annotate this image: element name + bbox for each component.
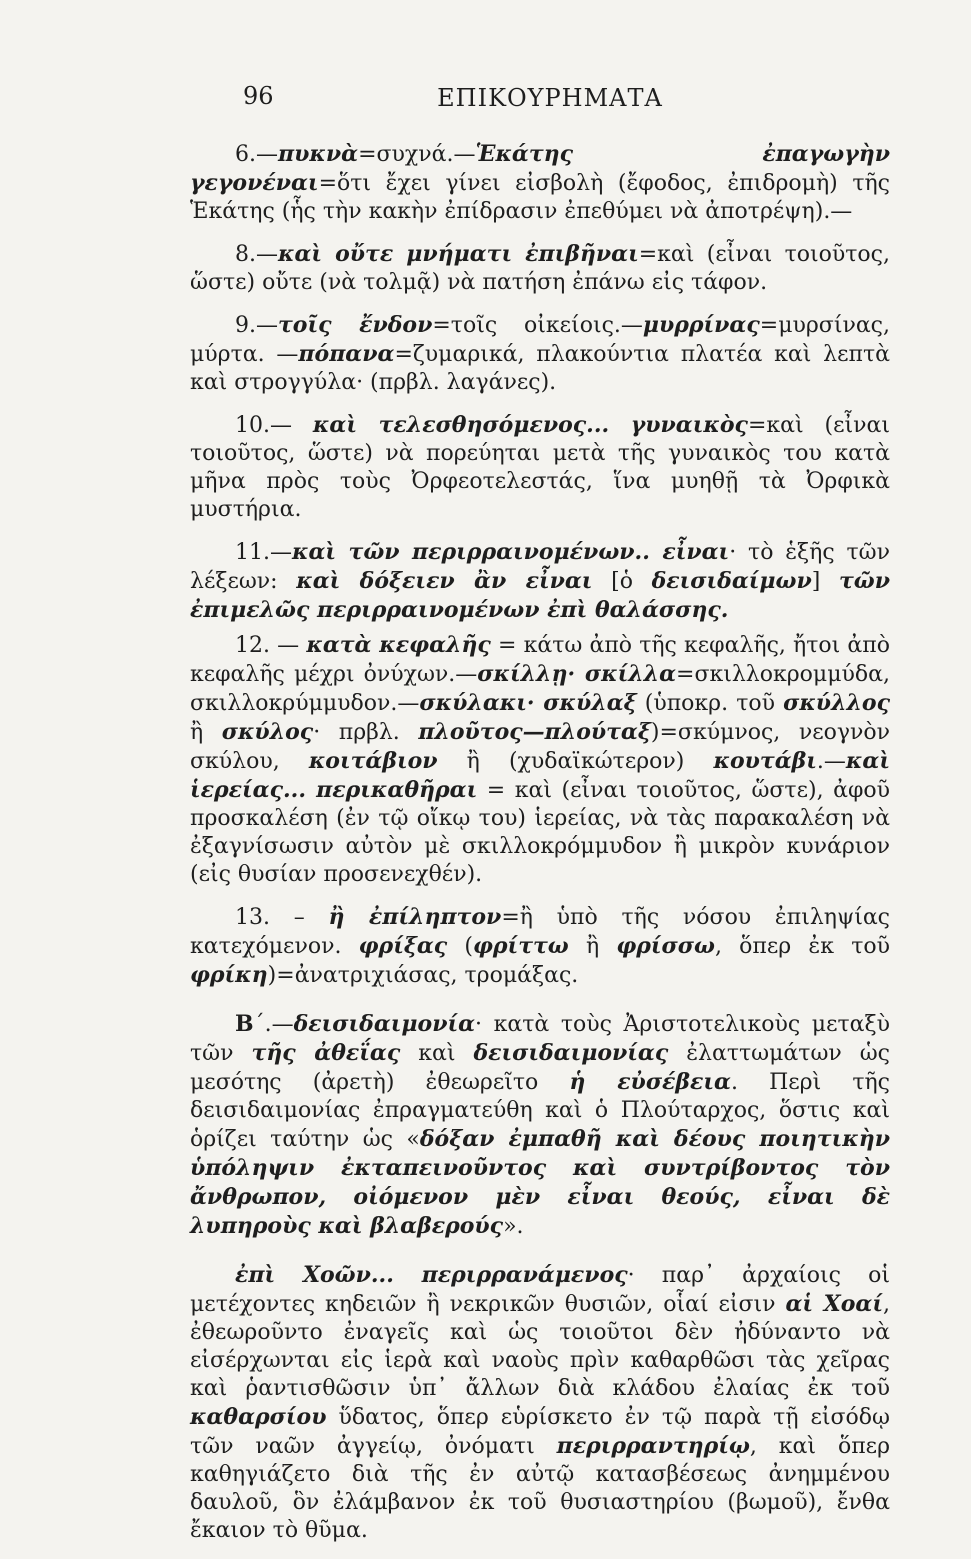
lemma-text: φρίσσω <box>616 933 715 959</box>
note-epi-choon <box>190 1261 890 1545</box>
gloss-text: =καὶ (εἶναι τοιοῦτος, ὥστε) νὰ πορεύηται μετὰ τῆς γυναικὸς του κατὰ μῆνα πρὸς τοὺς Ὀρφεοτελεστάς, ἵνα μυηθῇ τὰ Ὀρφικὰ μυστήρια. <box>190 413 891 522</box>
lemma-text: τῆς ἀθεΐας <box>251 1040 401 1066</box>
gloss-text: [ὁ <box>592 569 652 594</box>
lemma-text: τῶν ἐπιμελῶς περιρραινομένων ἐπὶ θαλάσσης. <box>190 568 891 623</box>
lemma-text: καὶ τελεσθησόμενος... γυναικὸς <box>312 412 748 438</box>
lemma-text: καὶ τῶν περιρραινομένων.. εἶναι <box>292 539 730 565</box>
lemma-text: αἱ Χοαί <box>785 1291 883 1317</box>
gloss-text: ἐλαττωμάτων ὡς μεσότης (ἀρετὴ) ἐθεωρεῖτο <box>190 1041 890 1095</box>
gloss-text: . Περὶ τῆς δεισιδαιμονίας ἐπραγματεύθη καὶ ὁ Πλούταρχος, ὅστις καὶ ὁρίζει ταύτην ὡς « <box>190 1070 891 1152</box>
gloss-text: ( <box>447 934 474 959</box>
gloss-text: =τοῖς οἰκείοις.— <box>432 313 643 338</box>
commentary-text <box>190 140 890 1559</box>
note-9 <box>190 311 890 397</box>
gloss-text: καὶ <box>400 1041 474 1066</box>
lemma-text: καθαρσίου <box>190 1404 327 1430</box>
lemma-text: ἡ εὐσέβεια <box>569 1069 731 1095</box>
gloss-text: =συχνά.— <box>358 142 476 167</box>
gloss-text: 13. – <box>235 905 329 930</box>
lemma-text: ἢ ἐπίληπτον <box>328 904 502 930</box>
gloss-text: ΄.— <box>253 1012 294 1037</box>
lemma-text: δόξαν ἐμπαθῆ καὶ δέους ποιητικὴν ὑπόληψιν ἐκταπεινοῦντος καὶ συντρίβοντος τὸν ἄνθρωπον, οἰόμενον μὲν εἶναι θεούς, εἶναι δὲ λυπηροὺς καὶ βλαβερούς <box>190 1126 890 1239</box>
lemma-text: δεισιδαιμονίας <box>473 1040 669 1066</box>
gloss-text: .— <box>816 749 846 774</box>
gloss-text: (ὑποκρ. τοῦ <box>636 691 784 716</box>
lemma-text: κοιτάβιον <box>308 748 438 774</box>
lemma-text: καὶ δόξειεν ἂν εἶναι <box>296 568 593 594</box>
gloss-text: = κάτω ἀπὸ τῆς κεφαλῆς, ἤτοι ἀπὸ κεφαλῆς μέχρι ὀνύχων.— <box>190 633 890 687</box>
lemma-text: μυρρίνας <box>642 312 760 338</box>
gloss-text: = καὶ (εἶναι τοιοῦτος, ὥστε), ἀφοῦ προσκαλέση (ἐν τῷ οἴκῳ του) ἱερείας, νὰ τὰς παρακαλέση νὰ ἐξαγνίσωσιν αὐτὸν μὲ σκιλλοκρόμμυδον ἢ μικρὸν κυνάριον (εἰς θυσίαν προσενεχθέν). <box>190 778 890 887</box>
gloss-text: )=σκύμνος, νεογνὸν σκύλου, <box>190 720 890 774</box>
gloss-text: 11.— <box>235 540 292 565</box>
page-header <box>0 82 971 122</box>
lemma-text: καὶ ἱερείας... περικαθῆραι <box>190 748 890 803</box>
lemma-text: φρίττω <box>473 933 569 959</box>
lemma-text: φρίξας <box>358 933 448 959</box>
page-number: 96 <box>243 82 274 110</box>
gloss-text: =ὅτι ἔχει γίνει εἰσβολὴ (ἔφοδος, ἐπιδρομὴ) τῆς Ἑκάτης (ἧς τὴν κακὴν ἐπίδρασιν ἐπεθύμει νὰ ἀποτρέψη).— <box>190 171 890 224</box>
lemma-text: καὶ οὔτε μνήματι ἐπιβῆναι <box>278 241 639 267</box>
gloss-text: · κατὰ τοὺς Ἀριστοτελικοὺς μεταξὺ τῶν <box>190 1012 890 1066</box>
gloss-text: 8.— <box>235 242 278 267</box>
gloss-text: ». <box>503 1214 524 1239</box>
gloss-text: , ὅπερ ἐκ τοῦ <box>714 934 890 959</box>
lemma-text: πόπανα <box>298 341 395 367</box>
lemma-text: σκύλλος <box>783 690 890 716</box>
gloss-text: =μυρσίνας, μύρτα. — <box>190 313 890 367</box>
gloss-text: 9.— <box>235 313 278 338</box>
lemma-text: φρίκη <box>190 962 268 988</box>
gloss-text: , ἐθεωροῦντο ἐναγεῖς καὶ ὡς τοιοῦτοι δὲν ἠδύναντο νὰ εἰσέρχωνται εἰς ἱερὰ καὶ ναοὺς πρὶν καθαρθῶσι τὰς χεῖρας καὶ ῥαντισθῶσιν ὑπ᾽ ἄλλων διὰ κλάδου ἐλαίας ἐκ τοῦ <box>190 1292 890 1401</box>
section-b-deisidaimonia <box>190 1010 890 1241</box>
lemma-text: ἐπὶ Χοῶν... περιρρανάμενος <box>235 1262 628 1288</box>
note-12 <box>190 631 890 889</box>
gloss-text: )=ἀνατριχιάσας, τρομάξας. <box>267 963 579 988</box>
gloss-text: =σκιλλοκρομμύδα, σκιλλοκρύμμυδον.— <box>190 662 890 716</box>
lemma-text: περιρραντηρίῳ <box>556 1433 750 1459</box>
lemma-text: τοῖς ἔνδον <box>278 312 433 338</box>
gloss-text: 12. — <box>235 633 307 658</box>
lemma-text: Ἑκάτης ἐπαγωγὴν γεγονέναι <box>190 141 890 196</box>
gloss-text: ἢ (χυδαϊκώτερον) <box>437 749 714 774</box>
lemma-text: πυκνὰ <box>278 141 359 167</box>
gloss-text: · παρ᾽ ἀρχαίοις οἱ μετέχοντες κηδειῶν ἢ νεκρικῶν θυσιῶν, οἷαί εἰσιν <box>190 1263 890 1317</box>
lemma-text: σκύλος <box>221 719 314 745</box>
gloss-text: B <box>235 1011 254 1037</box>
lemma-text: κατὰ κεφαλῆς <box>306 632 491 658</box>
note-10 <box>190 411 890 524</box>
lemma-text: πλοῦτος—πλούταξ <box>418 719 651 745</box>
lemma-text: κουτάβι <box>713 748 817 774</box>
gloss-text: , καὶ ὅπερ καθηγιάζετο διὰ τῆς ἐν αὐτῷ κατασβέσεως ἀνημμένου δαυλοῦ, ὃν ἐλάμβανον ἐκ τοῦ θυσιαστηρίου (βωμοῦ), ἔνθα ἔκαιον τὸ θῦμα. <box>190 1434 890 1543</box>
note-11 <box>190 538 890 625</box>
gloss-text: · τὸ ἑξῆς τῶν λέξεων: <box>190 540 890 594</box>
lemma-text: σκύλακι· σκύλαξ <box>419 690 637 716</box>
gloss-text: ἢ <box>568 934 617 959</box>
gloss-text: =ζυμαρικά, πλακούντια πλατέα καὶ λεπτὰ καὶ στρογγύλα· (πρβλ. λαγάνες). <box>190 342 891 395</box>
gloss-text: 10.— <box>235 413 313 438</box>
note-8 <box>190 240 890 297</box>
lemma-text: δεισιδαιμονία <box>293 1011 476 1037</box>
note-6 <box>190 140 890 226</box>
gloss-text: ὕδατος, ὅπερ εὑρίσκετο ἐν τῷ παρὰ τῇ εἰσόδῳ τῶν ναῶν ἀγγείῳ, ὀνόματι <box>190 1405 890 1459</box>
lemma-text: δεισιδαίμων <box>651 568 812 594</box>
gloss-text: ] <box>811 569 839 594</box>
running-title: ΕΠΙΚΟΥΡΗΜΑΤΑ <box>437 84 663 112</box>
gloss-text: ἢ <box>190 720 222 745</box>
note-13 <box>190 903 890 990</box>
lemma-text: σκίλλῃ· σκίλλα <box>477 661 677 687</box>
gloss-text: =καὶ (εἶναι τοιοῦτος, ὥστε) οὔτε (νὰ τολμᾷ) νὰ πατήση ἐπάνω εἰς τάφον. <box>190 242 890 295</box>
gloss-text: · πρβλ. <box>313 720 419 745</box>
gloss-text: =ἢ ὑπὸ τῆς νόσου ἐπιληψίας κατεχόμενον. <box>190 905 891 959</box>
gloss-text: 6.— <box>235 142 278 167</box>
